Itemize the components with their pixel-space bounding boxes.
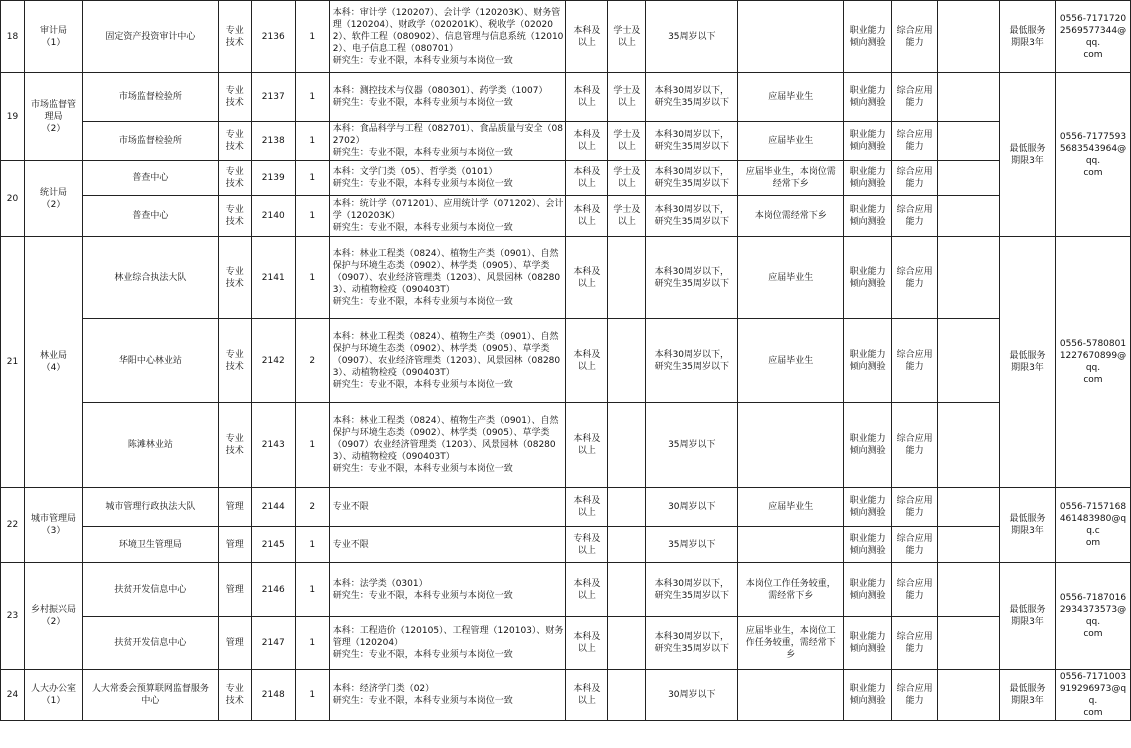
major-requirement-cell: 本科：经济学门类（02） 研究生：专业不限，本科专业须与本岗位一致	[329, 670, 566, 721]
major-requirement-cell: 本科：林业工程类（0824）、植物生产类（0901）、自然保护与环境生态类（0902）、林学类（0905）、草学类（0907）、农业经济管理类（1203）、风景园林（082803）、动植物检疫（090403T） 研究生：专业不限，本科专业须与本岗位一致	[329, 319, 566, 403]
table-row	[1, 670, 1131, 721]
position-code-cell: 2141	[251, 237, 295, 319]
position-type-cell: 专业 技术	[218, 196, 251, 237]
contact-cell: 0556-7157168 461483980@qq.c om	[1055, 488, 1130, 563]
major-requirement-cell: 本科：工程造价（120105）、工程管理（120103）、财务管理（120204） 研究生：专业不限，本科专业须与本岗位一致	[329, 617, 566, 670]
contact-cell: 0556-7171720 2569577344@qq. com	[1055, 1, 1130, 73]
row-number-cell: 23	[1, 563, 25, 670]
degree-cell: 学士及 以上	[608, 73, 646, 122]
position-code-cell: 2145	[251, 527, 295, 563]
age-cell: 30周岁以下	[646, 488, 738, 527]
education-cell: 本科及 以上	[566, 563, 608, 617]
other-condition-cell	[738, 1, 844, 73]
position-code-cell: 2147	[251, 617, 295, 670]
written-test-cell: 职业能力 倾向测验	[844, 319, 892, 403]
position-type-cell: 专业 技术	[218, 670, 251, 721]
unit-cell: 城市管理行政执法大队	[82, 488, 218, 527]
service-period-cell: 最低服务 期限3年	[999, 563, 1055, 670]
position-code-cell: 2142	[251, 319, 295, 403]
written-test-cell: 职业能力 倾向测验	[844, 488, 892, 527]
department-cell: 林业局 （4）	[24, 237, 82, 488]
hiring-count-cell: 1	[295, 403, 329, 488]
contact-cell: 0556-7171003 919296973@qq. com	[1055, 670, 1130, 721]
unit-cell: 扶贫开发信息中心	[82, 563, 218, 617]
education-cell: 本科及 以上	[566, 403, 608, 488]
empty-cell	[938, 196, 1000, 237]
degree-cell	[608, 403, 646, 488]
position-type-cell: 专业 技术	[218, 1, 251, 73]
major-requirement-cell: 专业不限	[329, 527, 566, 563]
education-cell: 本科及 以上	[566, 319, 608, 403]
other-condition-cell	[738, 527, 844, 563]
position-code-cell: 2144	[251, 488, 295, 527]
empty-cell	[938, 670, 1000, 721]
table-row	[1, 237, 1131, 319]
unit-cell: 固定资产投资审计中心	[82, 1, 218, 73]
written-test-cell: 职业能力 倾向测验	[844, 196, 892, 237]
position-type-cell: 管理	[218, 617, 251, 670]
unit-cell: 人大常委会预算联网监督服务 中心	[82, 670, 218, 721]
comprehensive-test-cell: 综合应用 能力	[892, 122, 938, 161]
age-cell: 本科30周岁以下， 研究生35周岁以下	[646, 237, 738, 319]
unit-cell: 环境卫生管理局	[82, 527, 218, 563]
education-cell: 本科及 以上	[566, 488, 608, 527]
major-requirement-cell: 本科：林业工程类（0824）、植物生产类（0901）、自然保护与环境生态类（0902）、林学类（0905）、草学类（0907）农业经济管理类（1203）、风景园林（082803）、动植物检疫（090403T） 研究生：专业不限，本科专业须与本岗位一致	[329, 403, 566, 488]
degree-cell: 学士及 以上	[608, 122, 646, 161]
department-cell: 人大办公室 （1）	[24, 670, 82, 721]
education-cell: 本科及 以上	[566, 237, 608, 319]
contact-cell: 0556-7177593 5683543964@qq. com	[1055, 73, 1130, 237]
hiring-count-cell: 2	[295, 319, 329, 403]
table-row	[1, 1, 1131, 73]
hiring-count-cell: 1	[295, 237, 329, 319]
written-test-cell: 职业能力 倾向测验	[844, 563, 892, 617]
empty-cell	[938, 161, 1000, 196]
age-cell: 本科30周岁以下， 研究生35周岁以下	[646, 73, 738, 122]
written-test-cell: 职业能力 倾向测验	[844, 237, 892, 319]
major-requirement-cell: 本科：法学类（0301） 研究生：专业不限，本科专业须与本岗位一致	[329, 563, 566, 617]
age-cell: 30周岁以下	[646, 670, 738, 721]
position-type-cell: 专业 技术	[218, 161, 251, 196]
written-test-cell: 职业能力 倾向测验	[844, 617, 892, 670]
major-requirement-cell: 本科：林业工程类（0824）、植物生产类（0901）、自然保护与环境生态类（0902）、林学类（0905）、草学类（0907）、农业经济管理类（1203）、风景园林（082803）、动植物检疫（090403T） 研究生：专业不限，本科专业须与本岗位一致	[329, 237, 566, 319]
age-cell: 本科30周岁以下， 研究生35周岁以下	[646, 563, 738, 617]
position-type-cell: 管理	[218, 563, 251, 617]
other-condition-cell: 应届毕业生，本岗位工 作任务较重，需经常下 乡	[738, 617, 844, 670]
other-condition-cell: 应届毕业生	[738, 488, 844, 527]
service-period-cell: 最低服务 期限3年	[999, 237, 1055, 488]
hiring-count-cell: 1	[295, 73, 329, 122]
unit-cell: 华阳中心林业站	[82, 319, 218, 403]
written-test-cell: 职业能力 倾向测验	[844, 161, 892, 196]
table-row	[1, 617, 1131, 670]
education-cell: 本科及 以上	[566, 617, 608, 670]
comprehensive-test-cell: 综合应用 能力	[892, 563, 938, 617]
row-number-cell: 21	[1, 237, 25, 488]
position-type-cell: 专业 技术	[218, 237, 251, 319]
position-type-cell: 管理	[218, 488, 251, 527]
hiring-count-cell: 1	[295, 563, 329, 617]
written-test-cell: 职业能力 倾向测验	[844, 122, 892, 161]
other-condition-cell: 本岗位需经常下乡	[738, 196, 844, 237]
position-type-cell: 专业 技术	[218, 403, 251, 488]
hiring-count-cell: 1	[295, 670, 329, 721]
written-test-cell: 职业能力 倾向测验	[844, 670, 892, 721]
age-cell: 本科30周岁以下， 研究生35周岁以下	[646, 319, 738, 403]
service-period-cell: 最低服务 期限3年	[999, 73, 1055, 237]
unit-cell: 市场监督检验所	[82, 122, 218, 161]
table-row	[1, 196, 1131, 237]
major-requirement-cell: 本科：审计学（120207）、会计学（120203K）、财务管理（120204）、财政学（020201K）、税收学（020202）、软件工程（080902）、信息管理与信息系统（120102）、电子信息工程（080701） 研究生：专业不限，本科专业须与本岗位一致	[329, 1, 566, 73]
other-condition-cell: 应届毕业生	[738, 122, 844, 161]
degree-cell	[608, 488, 646, 527]
other-condition-cell	[738, 403, 844, 488]
degree-cell	[608, 563, 646, 617]
row-number-cell: 20	[1, 161, 25, 237]
position-type-cell: 专业 技术	[218, 73, 251, 122]
degree-cell: 学士及 以上	[608, 196, 646, 237]
department-cell: 审计局 （1）	[24, 1, 82, 73]
department-cell: 乡村振兴局 （2）	[24, 563, 82, 670]
other-condition-cell	[738, 670, 844, 721]
other-condition-cell: 本岗位工作任务较重， 需经常下乡	[738, 563, 844, 617]
unit-cell: 市场监督检验所	[82, 73, 218, 122]
empty-cell	[938, 237, 1000, 319]
empty-cell	[938, 527, 1000, 563]
education-cell: 本科及 以上	[566, 161, 608, 196]
comprehensive-test-cell: 综合应用 能力	[892, 73, 938, 122]
hiring-count-cell: 1	[295, 527, 329, 563]
hiring-count-cell: 1	[295, 161, 329, 196]
comprehensive-test-cell: 综合应用 能力	[892, 1, 938, 73]
table-row	[1, 319, 1131, 403]
written-test-cell: 职业能力 倾向测验	[844, 527, 892, 563]
major-requirement-cell: 本科：文学门类（05）、哲学类（0101） 研究生：专业不限，本科专业须与本岗位一致	[329, 161, 566, 196]
empty-cell	[938, 122, 1000, 161]
hiring-count-cell: 2	[295, 488, 329, 527]
department-cell: 统计局 （2）	[24, 161, 82, 237]
comprehensive-test-cell: 综合应用 能力	[892, 488, 938, 527]
major-requirement-cell: 本科：统计学（071201）、应用统计学（071202）、会计学（120203K） 研究生：专业不限，本科专业须与本岗位一致	[329, 196, 566, 237]
empty-cell	[938, 563, 1000, 617]
education-cell: 本科及 以上	[566, 73, 608, 122]
empty-cell	[938, 403, 1000, 488]
row-number-cell: 19	[1, 73, 25, 161]
table-row	[1, 161, 1131, 196]
service-period-cell: 最低服务 期限3年	[999, 670, 1055, 721]
age-cell: 35周岁以下	[646, 403, 738, 488]
unit-cell: 扶贫开发信息中心	[82, 617, 218, 670]
degree-cell	[608, 617, 646, 670]
table-row	[1, 73, 1131, 122]
empty-cell	[938, 1, 1000, 73]
position-code-cell: 2139	[251, 161, 295, 196]
position-code-cell: 2137	[251, 73, 295, 122]
position-code-cell: 2146	[251, 563, 295, 617]
comprehensive-test-cell: 综合应用 能力	[892, 617, 938, 670]
education-cell: 本科及 以上	[566, 1, 608, 73]
other-condition-cell: 应届毕业生	[738, 237, 844, 319]
contact-cell: 0556-7187016 2934373573@qq. com	[1055, 563, 1130, 670]
degree-cell	[608, 237, 646, 319]
empty-cell	[938, 319, 1000, 403]
table-row	[1, 122, 1131, 161]
unit-cell: 林业综合执法大队	[82, 237, 218, 319]
department-cell: 城市管理局 （3）	[24, 488, 82, 563]
hiring-count-cell: 1	[295, 196, 329, 237]
table-row	[1, 488, 1131, 527]
other-condition-cell: 应届毕业生	[738, 73, 844, 122]
position-code-cell: 2148	[251, 670, 295, 721]
row-number-cell: 18	[1, 1, 25, 73]
written-test-cell: 职业能力 倾向测验	[844, 403, 892, 488]
degree-cell	[608, 670, 646, 721]
row-number-cell: 24	[1, 670, 25, 721]
degree-cell	[608, 319, 646, 403]
age-cell: 本科30周岁以下， 研究生35周岁以下	[646, 196, 738, 237]
comprehensive-test-cell: 综合应用 能力	[892, 527, 938, 563]
position-type-cell: 管理	[218, 527, 251, 563]
table-row	[1, 403, 1131, 488]
other-condition-cell: 应届毕业生，本岗位需 经常下乡	[738, 161, 844, 196]
education-cell: 本科及 以上	[566, 196, 608, 237]
age-cell: 35周岁以下	[646, 527, 738, 563]
department-cell: 市场监督管 理局 （2）	[24, 73, 82, 161]
unit-cell: 陈滩林业站	[82, 403, 218, 488]
major-requirement-cell: 专业不限	[329, 488, 566, 527]
degree-cell	[608, 527, 646, 563]
age-cell: 35周岁以下	[646, 1, 738, 73]
written-test-cell: 职业能力 倾向测验	[844, 73, 892, 122]
age-cell: 本科30周岁以下， 研究生35周岁以下	[646, 161, 738, 196]
empty-cell	[938, 488, 1000, 527]
row-number-cell: 22	[1, 488, 25, 563]
age-cell: 本科30周岁以下， 研究生35周岁以下	[646, 617, 738, 670]
comprehensive-test-cell: 综合应用 能力	[892, 319, 938, 403]
unit-cell: 普查中心	[82, 161, 218, 196]
hiring-count-cell: 1	[295, 1, 329, 73]
comprehensive-test-cell: 综合应用 能力	[892, 161, 938, 196]
hiring-count-cell: 1	[295, 617, 329, 670]
table-row	[1, 527, 1131, 563]
degree-cell: 学士及 以上	[608, 161, 646, 196]
hiring-count-cell: 1	[295, 122, 329, 161]
comprehensive-test-cell: 综合应用 能力	[892, 403, 938, 488]
comprehensive-test-cell: 综合应用 能力	[892, 237, 938, 319]
other-condition-cell: 应届毕业生	[738, 319, 844, 403]
degree-cell: 学士及 以上	[608, 1, 646, 73]
position-code-cell: 2136	[251, 1, 295, 73]
major-requirement-cell: 本科：测控技术与仪器（080301）、药学类（1007） 研究生：专业不限，本科专业须与本岗位一致	[329, 73, 566, 122]
empty-cell	[938, 73, 1000, 122]
contact-cell: 0556-5780801 1227670899@qq. com	[1055, 237, 1130, 488]
age-cell: 本科30周岁以下， 研究生35周岁以下	[646, 122, 738, 161]
service-period-cell: 最低服务 期限3年	[999, 1, 1055, 73]
unit-cell: 普查中心	[82, 196, 218, 237]
comprehensive-test-cell: 综合应用 能力	[892, 670, 938, 721]
empty-cell	[938, 617, 1000, 670]
position-code-cell: 2143	[251, 403, 295, 488]
position-type-cell: 专业 技术	[218, 319, 251, 403]
position-type-cell: 专业 技术	[218, 122, 251, 161]
comprehensive-test-cell: 综合应用 能力	[892, 196, 938, 237]
service-period-cell: 最低服务 期限3年	[999, 488, 1055, 563]
education-cell: 本科及 以上	[566, 122, 608, 161]
position-code-cell: 2140	[251, 196, 295, 237]
major-requirement-cell: 本科：食品科学与工程（082701）、食品质量与安全（082702） 研究生：专业不限，本科专业须与本岗位一致	[329, 122, 566, 161]
written-test-cell: 职业能力 倾向测验	[844, 1, 892, 73]
position-code-cell: 2138	[251, 122, 295, 161]
education-cell: 本科及 以上	[566, 670, 608, 721]
table-row	[1, 563, 1131, 617]
education-cell: 专科及 以上	[566, 527, 608, 563]
